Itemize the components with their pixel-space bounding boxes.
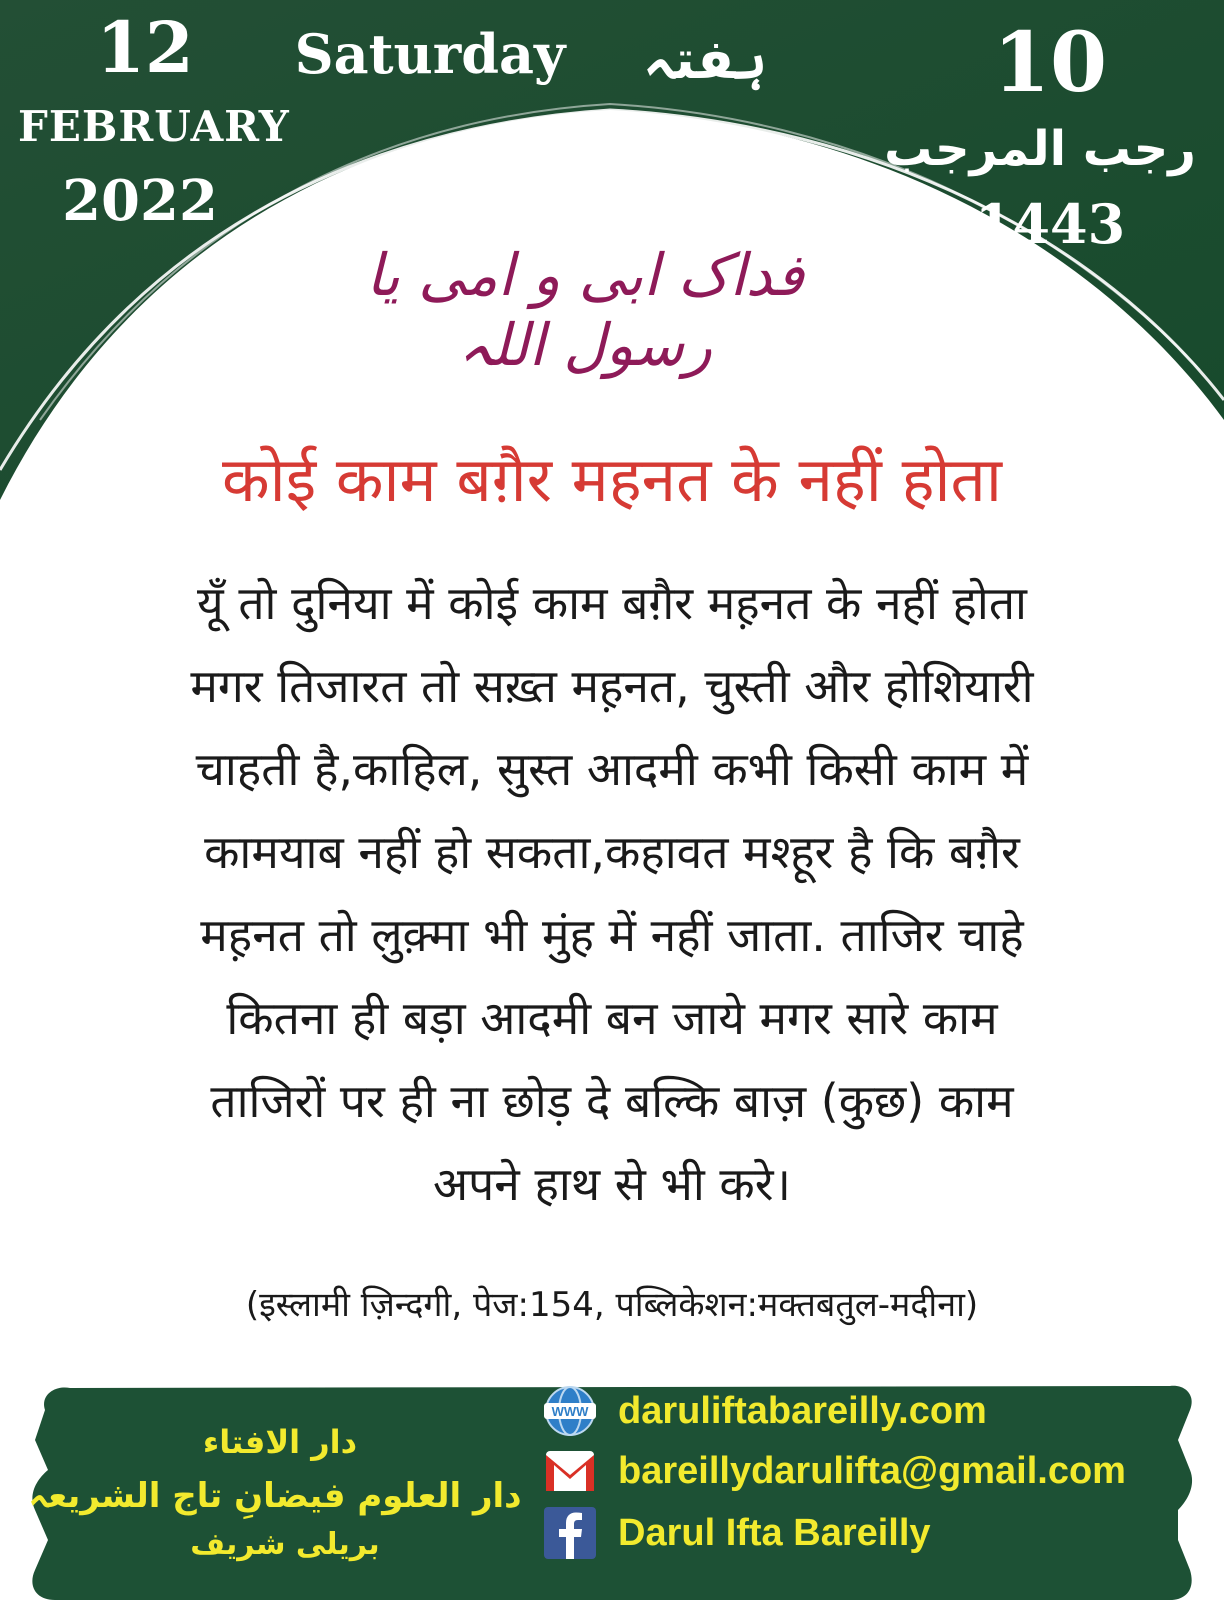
body-line: चाहती है,काहिल, सुस्त आदमी कभी किसी काम में (195, 742, 1029, 796)
article-body (60, 562, 1164, 1226)
facebook-contact[interactable] (540, 1502, 1220, 1564)
org-name-line2: دار العلوم فیضانِ تاج الشریعہ (28, 1476, 522, 1516)
article-title: कोई काम बग़ैर महनत के नहीं होता (222, 443, 1002, 516)
org-name-line1: دار الافتاء (202, 1423, 358, 1461)
gregorian-month: FEBRUARY (18, 102, 290, 151)
hijri-day: 10 (992, 15, 1108, 111)
website-link[interactable]: daruliftabareilly.com (618, 1389, 987, 1432)
body-line: अपने हाथ से भी करे। (433, 1157, 791, 1211)
body-line: ताजिरों पर ही ना छोड़ दे बल्कि बाज़ (कुछ) काम (210, 1074, 1014, 1128)
svg-text:WWW: WWW (551, 1404, 589, 1419)
body-line: मह़नत तो लुक़्मा भी मुंह में नहीं जाता. ताजिर चाहे (200, 908, 1024, 962)
weekday-urdu: ہفتہ (642, 28, 768, 91)
body-line: कितना ही बड़ा आदमी बन जाये मगर सारे काम (226, 991, 998, 1045)
body-line: कामयाब नहीं हो सकता,कहावत मश्हूर है कि बग़ैर (204, 825, 1020, 879)
body-line: यूँ तो दुनिया में कोई काम बग़ैर मह़नत के नहीं होता (197, 576, 1027, 630)
org-name-line3: بریلی شریف (190, 1527, 380, 1562)
weekday-english: Saturday (294, 22, 566, 86)
calligraphy-emblem (365, 200, 805, 379)
source-reference: (इस्लामी ज़िन्दगी, पेज:154, पब्लिकेशन:मक्तबतुल-मदीना) (245, 1285, 979, 1325)
gregorian-day: 12 (96, 6, 194, 89)
website-contact[interactable] (540, 1380, 1220, 1442)
hijri-month: رجب المرجب (884, 121, 1196, 177)
facebook-link[interactable]: Darul Ifta Bareilly (618, 1511, 931, 1554)
gregorian-year: 2022 (62, 168, 218, 234)
calligraphy-text: فداک ابی و امی یا رسول اللہ (366, 241, 804, 379)
email-link[interactable]: bareillydarulifta@gmail.com (618, 1449, 1126, 1492)
email-contact[interactable] (540, 1440, 1220, 1502)
www-globe-icon (540, 1383, 600, 1439)
facebook-icon (540, 1505, 600, 1561)
body-line: मगर तिजारत तो सख़्त मह़नत, चुस्ती और होशियारी (190, 659, 1034, 713)
hijri-year: 1443 (974, 192, 1126, 256)
gmail-icon (540, 1443, 600, 1499)
